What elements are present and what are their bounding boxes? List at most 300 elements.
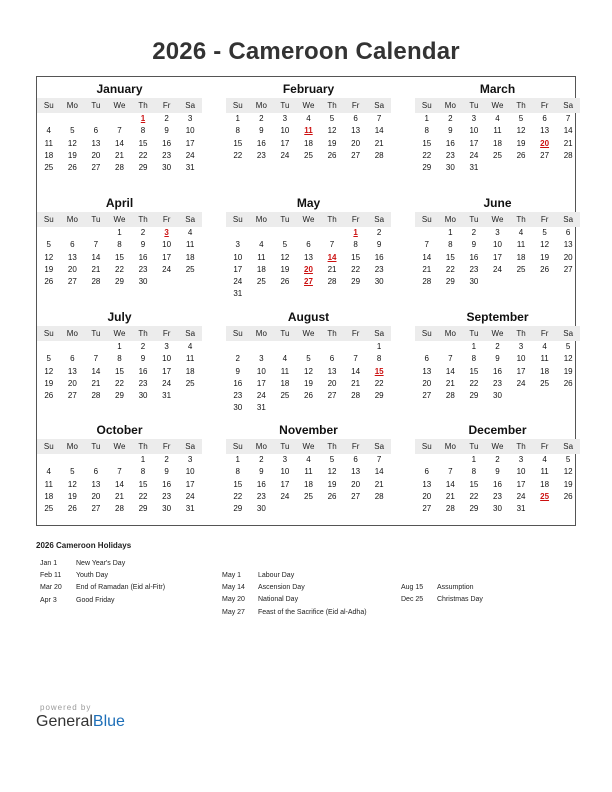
empty-day-cell <box>320 503 344 515</box>
week-row <box>415 276 580 288</box>
weekday-label: Fr <box>351 442 360 451</box>
day-cell: 11 <box>186 354 195 364</box>
day-cell: 4 <box>46 467 51 477</box>
day-cell: 19 <box>516 138 526 148</box>
brand-general-text: General <box>36 713 93 730</box>
day-cell: 19 <box>327 479 337 489</box>
day-cell: 25 <box>185 378 195 388</box>
weekday-label: Fr <box>540 215 549 224</box>
empty-day-cell <box>250 341 274 353</box>
week-row <box>226 264 391 276</box>
day-cell: 24 <box>280 150 290 160</box>
empty-day-cell <box>415 341 439 353</box>
week-row <box>415 353 580 365</box>
day-cell: 26 <box>516 150 526 160</box>
week-row <box>37 491 202 503</box>
day-cell: 29 <box>445 277 455 287</box>
day-cell: 7 <box>424 240 429 250</box>
holiday-date: Mar 20 <box>40 584 62 592</box>
day-cell: 24 <box>469 150 479 160</box>
empty-day-cell <box>37 227 61 239</box>
day-cell: 10 <box>162 240 172 250</box>
holiday-name: Christmas Day <box>437 596 483 604</box>
day-cell: 3 <box>282 114 288 123</box>
month-november <box>226 422 391 515</box>
day-cell: 1 <box>471 342 477 351</box>
day-cell: 5 <box>70 126 75 136</box>
day-cell: 12 <box>304 366 313 376</box>
day-cell: 28 <box>91 277 101 287</box>
weekday-label: Sa <box>185 329 196 338</box>
holiday-date: Apr 3 <box>40 596 57 604</box>
week-row <box>415 466 580 478</box>
day-cell: 31 <box>256 403 266 413</box>
day-cell: 19 <box>44 264 54 274</box>
day-cell: 4 <box>542 342 547 351</box>
day-cell: 1 <box>140 455 146 464</box>
weekday-label: Mo <box>255 215 267 224</box>
month-name: June <box>483 196 512 210</box>
weekday-label: Th <box>327 442 337 451</box>
empty-day-cell <box>297 227 321 239</box>
day-cell: 15 <box>115 252 124 262</box>
week-row <box>37 479 202 491</box>
holiday-row <box>40 595 165 607</box>
holiday-name: Youth Day <box>76 572 109 580</box>
weekday-label: Mo <box>255 442 267 451</box>
weekday-label: Th <box>327 329 337 338</box>
day-cell: 22 <box>351 264 361 274</box>
empty-day-cell <box>367 288 391 300</box>
day-cell: 11 <box>280 366 290 376</box>
day-cell: 18 <box>256 264 266 274</box>
week-row <box>226 366 391 378</box>
weekday-label: Su <box>43 215 54 224</box>
day-cell: 19 <box>327 138 337 148</box>
holidays-title: 2026 Cameroon Holidays <box>36 541 132 550</box>
day-cell: 12 <box>516 126 526 136</box>
week-row <box>226 390 391 402</box>
day-cell: 23 <box>162 491 172 501</box>
day-cell: 22 <box>138 150 148 160</box>
weekday-label: We <box>113 215 126 224</box>
day-cell: 16 <box>138 252 148 262</box>
weekday-label: We <box>113 442 126 451</box>
month-march <box>415 81 580 174</box>
day-cell: 26 <box>327 491 337 501</box>
day-cell: 19 <box>540 252 550 262</box>
day-cell: 16 <box>493 366 502 376</box>
day-cell: 16 <box>374 252 384 262</box>
day-cell: 7 <box>565 114 571 123</box>
day-cell: 23 <box>469 264 479 274</box>
day-cell: 17 <box>516 479 526 489</box>
weekday-label: We <box>302 101 315 110</box>
day-cell: 11 <box>540 467 549 477</box>
day-cell: 21 <box>115 150 124 160</box>
day-cell: 16 <box>138 366 148 376</box>
day-cell: 9 <box>376 240 382 250</box>
weekday-label: We <box>113 329 126 338</box>
brand-name <box>36 713 125 731</box>
week-row <box>226 252 391 264</box>
day-cell: 10 <box>493 240 502 250</box>
month-name: May <box>296 196 321 210</box>
weekday-label: Mo <box>444 215 456 224</box>
empty-day-cell <box>84 341 108 353</box>
day-cell: 24 <box>493 264 502 274</box>
holiday-column <box>401 582 483 606</box>
day-cell: 17 <box>162 252 172 262</box>
day-cell: 8 <box>140 126 146 136</box>
day-cell: 5 <box>282 240 288 250</box>
brand-blue-text: Blue <box>92 713 125 730</box>
empty-day-cell <box>155 276 179 288</box>
day-cell: 25 <box>304 150 313 160</box>
holiday-name: Labour Day <box>258 572 295 579</box>
day-cell: 28 <box>445 504 455 514</box>
holiday-name: Assumption <box>437 584 474 591</box>
day-cell: 12 <box>67 479 77 489</box>
week-row <box>226 239 391 251</box>
empty-day-cell <box>273 341 297 353</box>
weekday-label: Sa <box>374 329 385 338</box>
day-cell: 28 <box>91 391 101 401</box>
weekday-label: Su <box>43 442 54 451</box>
day-cell: 28 <box>115 163 124 173</box>
day-cell: 27 <box>540 150 550 160</box>
empty-day-cell <box>37 454 61 466</box>
weekday-label: Mo <box>66 215 78 224</box>
week-row <box>226 227 391 239</box>
week-row <box>415 378 580 390</box>
day-cell: 27 <box>91 504 101 514</box>
day-cell: 2 <box>376 228 382 237</box>
empty-day-cell <box>108 454 132 466</box>
empty-day-cell <box>509 390 533 402</box>
day-cell: 28 <box>115 504 124 514</box>
week-row <box>226 276 391 288</box>
day-cell: 6 <box>93 467 99 477</box>
month-name: August <box>287 310 330 324</box>
weekday-label: Su <box>43 101 54 110</box>
day-cell: 27 <box>563 264 573 274</box>
weekday-label: Th <box>138 215 148 224</box>
day-cell: 10 <box>185 467 195 477</box>
holiday-row <box>222 594 367 606</box>
weekday-label: We <box>302 329 315 338</box>
day-cell: 9 <box>140 354 146 364</box>
month-name: November <box>279 423 338 437</box>
weekday-label: Mo <box>444 442 456 451</box>
day-cell: 27 <box>327 391 337 401</box>
day-cell: 22 <box>374 378 384 388</box>
day-cell: 30 <box>138 391 148 401</box>
day-cell: 21 <box>374 479 384 489</box>
holiday-column <box>222 570 367 619</box>
day-cell: 27 <box>422 504 432 514</box>
day-cell: 5 <box>70 467 75 477</box>
day-cell: 18 <box>280 378 290 388</box>
week-row <box>37 113 202 125</box>
day-cell: 11 <box>186 240 195 250</box>
day-cell: 22 <box>233 150 243 160</box>
day-cell: 19 <box>67 491 77 501</box>
day-cell: 24 <box>185 491 195 501</box>
weekday-label: Tu <box>91 215 101 224</box>
day-cell: 24 <box>280 491 290 501</box>
weekday-label: Tu <box>280 329 290 338</box>
day-cell: 7 <box>117 126 122 136</box>
day-cell: 13 <box>351 126 361 136</box>
week-row <box>226 503 391 515</box>
holiday-date: Aug 15 <box>401 584 424 591</box>
holiday-name: Good Friday <box>76 596 115 604</box>
day-cell: 9 <box>448 126 453 136</box>
weekday-label: Mo <box>66 329 78 338</box>
weekday-label: Tu <box>469 101 479 110</box>
day-cell: 2 <box>448 114 453 123</box>
holiday-day-cell: 20 <box>304 264 313 274</box>
weekday-header <box>37 439 202 454</box>
empty-day-cell <box>344 288 368 300</box>
day-cell: 4 <box>518 228 524 237</box>
week-row <box>226 454 391 466</box>
week-row <box>37 239 202 251</box>
holiday-row <box>401 582 483 594</box>
day-cell: 24 <box>185 150 195 160</box>
week-row <box>415 113 580 125</box>
holiday-day-cell: 20 <box>540 138 550 148</box>
weekday-label: Tu <box>91 101 101 110</box>
weekday-label: Fr <box>540 329 549 338</box>
day-cell: 30 <box>374 277 384 287</box>
day-cell: 7 <box>93 240 99 250</box>
day-cell: 15 <box>445 252 455 262</box>
empty-day-cell <box>367 402 391 414</box>
day-cell: 11 <box>304 467 313 477</box>
week-row <box>415 138 580 150</box>
day-cell: 10 <box>185 126 195 136</box>
day-cell: 15 <box>115 366 124 376</box>
day-cell: 13 <box>540 126 550 136</box>
day-cell: 13 <box>304 252 313 262</box>
day-cell: 4 <box>187 228 193 237</box>
holiday-row <box>401 594 483 606</box>
powered-by-label: powered by <box>40 703 92 712</box>
weekday-label: Fr <box>540 442 549 451</box>
day-cell: 17 <box>280 138 290 148</box>
month-january <box>37 81 202 174</box>
day-cell: 15 <box>138 138 148 148</box>
day-cell: 8 <box>235 467 240 477</box>
day-cell: 3 <box>187 114 193 123</box>
empty-day-cell <box>344 503 368 515</box>
day-cell: 18 <box>304 479 313 489</box>
weekday-label: Tu <box>280 101 290 110</box>
day-cell: 17 <box>233 264 243 274</box>
day-cell: 1 <box>376 342 382 351</box>
day-cell: 17 <box>162 366 172 376</box>
day-cell: 9 <box>235 366 240 376</box>
day-cell: 28 <box>445 391 455 401</box>
day-cell: 15 <box>351 252 361 262</box>
empty-day-cell <box>297 402 321 414</box>
month-may <box>226 195 391 301</box>
day-cell: 29 <box>422 163 432 173</box>
weekday-label: Sa <box>185 101 196 110</box>
day-cell: 10 <box>233 252 243 262</box>
weekday-label: Sa <box>185 442 196 451</box>
holiday-day-cell: 15 <box>374 366 384 376</box>
day-cell: 16 <box>469 252 479 262</box>
weekday-header <box>226 98 391 113</box>
day-cell: 14 <box>445 366 455 376</box>
day-cell: 27 <box>351 150 361 160</box>
day-cell: 16 <box>233 378 243 388</box>
empty-day-cell <box>273 402 297 414</box>
day-cell: 7 <box>448 354 453 364</box>
weekday-label: Sa <box>563 215 574 224</box>
week-row <box>415 341 580 353</box>
day-cell: 2 <box>259 455 264 464</box>
month-name: March <box>479 82 516 96</box>
weekday-label: We <box>491 329 504 338</box>
weekday-label: Su <box>232 329 243 338</box>
empty-day-cell <box>108 113 132 125</box>
weekday-label: Th <box>138 101 148 110</box>
day-cell: 29 <box>233 504 243 514</box>
empty-day-cell <box>273 288 297 300</box>
day-cell: 29 <box>469 504 479 514</box>
day-cell: 22 <box>469 491 479 501</box>
week-row <box>415 503 580 515</box>
day-cell: 23 <box>138 378 148 388</box>
generalblue-logo[interactable] <box>36 703 125 731</box>
day-cell: 20 <box>563 252 573 262</box>
day-cell: 30 <box>256 504 266 514</box>
day-cell: 22 <box>422 150 432 160</box>
day-cell: 23 <box>138 264 148 274</box>
empty-day-cell <box>320 402 344 414</box>
day-cell: 6 <box>329 354 335 364</box>
day-cell: 12 <box>44 366 54 376</box>
day-cell: 6 <box>93 126 99 136</box>
week-row <box>415 454 580 466</box>
weekday-label: Su <box>43 329 54 338</box>
day-cell: 29 <box>115 391 124 401</box>
day-cell: 28 <box>374 491 384 501</box>
weekday-label: Fr <box>540 101 549 110</box>
day-cell: 1 <box>235 114 240 123</box>
day-cell: 19 <box>563 479 573 489</box>
day-cell: 4 <box>259 240 264 250</box>
day-cell: 23 <box>162 150 172 160</box>
holiday-date: Feb 11 <box>40 572 62 580</box>
week-row <box>226 378 391 390</box>
holiday-day-cell: 27 <box>304 277 313 287</box>
day-cell: 3 <box>187 455 193 464</box>
day-cell: 20 <box>422 491 432 501</box>
day-cell: 12 <box>327 467 337 477</box>
day-cell: 15 <box>138 479 148 489</box>
day-cell: 23 <box>493 378 502 388</box>
weekday-label: Th <box>516 329 526 338</box>
day-cell: 6 <box>542 114 547 123</box>
day-cell: 30 <box>162 163 172 173</box>
day-cell: 8 <box>117 240 122 250</box>
week-row <box>37 227 202 239</box>
day-cell: 5 <box>46 354 51 364</box>
day-cell: 7 <box>448 467 453 477</box>
day-cell: 25 <box>540 378 550 388</box>
day-cell: 26 <box>67 504 77 514</box>
day-cell: 16 <box>162 138 172 148</box>
day-cell: 17 <box>185 479 195 489</box>
empty-day-cell <box>533 503 557 515</box>
day-cell: 14 <box>115 479 124 489</box>
month-name: July <box>107 310 132 324</box>
week-row <box>415 264 580 276</box>
day-cell: 2 <box>471 228 477 237</box>
day-cell: 12 <box>563 354 573 364</box>
week-row <box>415 239 580 251</box>
day-cell: 27 <box>351 491 361 501</box>
day-cell: 9 <box>495 354 500 364</box>
empty-day-cell <box>61 454 85 466</box>
day-cell: 13 <box>91 479 101 489</box>
day-cell: 8 <box>235 126 240 136</box>
day-cell: 23 <box>233 391 243 401</box>
day-cell: 12 <box>327 126 337 136</box>
holiday-row <box>40 582 165 594</box>
day-cell: 5 <box>329 455 335 464</box>
weekday-label: Fr <box>162 215 171 224</box>
day-cell: 29 <box>351 277 361 287</box>
empty-day-cell <box>320 227 344 239</box>
day-cell: 23 <box>374 264 384 274</box>
empty-day-cell <box>486 276 510 288</box>
holiday-date: May 1 <box>222 572 242 579</box>
calendar-grid <box>36 76 576 526</box>
day-cell: 2 <box>140 342 146 351</box>
weekday-label: Sa <box>185 215 196 224</box>
weekday-header <box>37 326 202 341</box>
week-row <box>37 150 202 162</box>
day-cell: 15 <box>422 138 432 148</box>
day-cell: 27 <box>67 391 77 401</box>
day-cell: 8 <box>140 467 146 477</box>
holiday-name: End of Ramadan (Eid al-Fitr) <box>76 584 166 592</box>
day-cell: 8 <box>471 467 477 477</box>
day-cell: 28 <box>422 277 432 287</box>
day-cell: 13 <box>563 240 573 250</box>
day-cell: 8 <box>424 126 429 136</box>
day-cell: 23 <box>256 491 266 501</box>
day-cell: 3 <box>282 455 288 464</box>
weekday-label: Su <box>421 101 432 110</box>
weekday-label: Fr <box>351 215 360 224</box>
day-cell: 28 <box>563 150 573 160</box>
day-cell: 14 <box>351 366 361 376</box>
day-cell: 9 <box>259 467 264 477</box>
day-cell: 29 <box>374 391 384 401</box>
week-row <box>37 125 202 137</box>
empty-day-cell <box>344 341 368 353</box>
empty-day-cell <box>61 113 85 125</box>
day-cell: 16 <box>445 138 455 148</box>
weekday-label: Su <box>421 442 432 451</box>
